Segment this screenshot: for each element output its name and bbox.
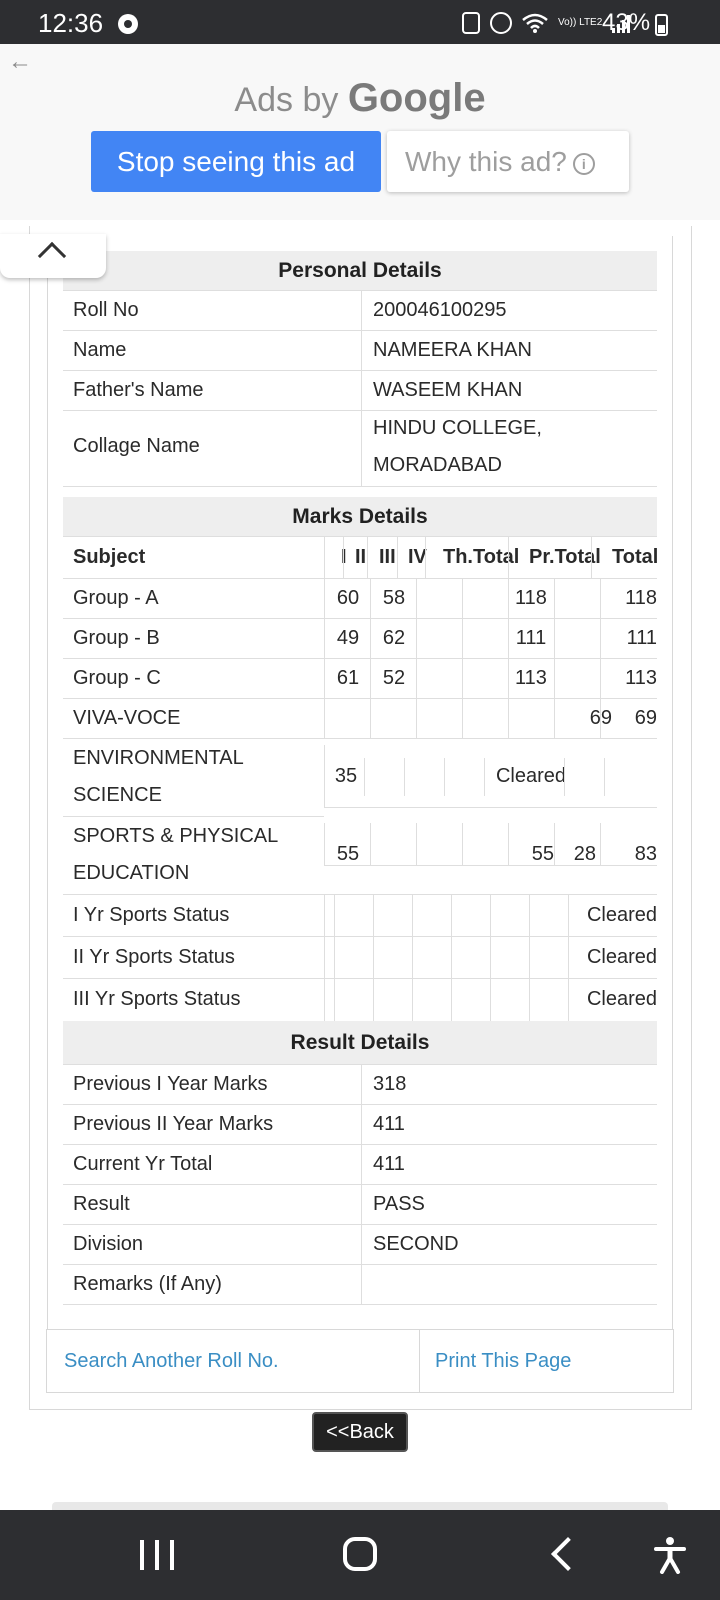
personal-row bbox=[63, 411, 657, 487]
info-icon: i bbox=[573, 153, 595, 175]
mark-i: 35 bbox=[334, 765, 358, 787]
sports-status-value: Cleared bbox=[586, 946, 657, 968]
collapse-ad-tab[interactable] bbox=[0, 234, 106, 278]
print-page-link[interactable]: Print This Page bbox=[435, 1350, 572, 1372]
sports-status-row bbox=[63, 895, 657, 937]
google-logo-text: Google bbox=[347, 76, 486, 120]
back-nav-icon[interactable] bbox=[551, 1537, 585, 1571]
mark-ii: 58 bbox=[382, 587, 406, 609]
row-value: 411 bbox=[373, 1113, 405, 1135]
ads-by-text: Ads by bbox=[234, 81, 339, 119]
mark-pr-total: 28 bbox=[573, 843, 596, 865]
result-row bbox=[63, 1145, 657, 1185]
row-label: Current Yr Total bbox=[73, 1153, 213, 1175]
personal-row bbox=[63, 291, 657, 331]
result-row bbox=[63, 1185, 657, 1225]
alarm-icon bbox=[490, 12, 512, 34]
personal-details-heading: Personal Details bbox=[63, 251, 657, 291]
result-row bbox=[63, 1225, 657, 1265]
col-th-total: Th.Total bbox=[443, 546, 520, 568]
subject-name: Group - C bbox=[73, 667, 161, 689]
row-value: NAMEERA KHAN bbox=[373, 339, 532, 361]
subject-name: Group - A bbox=[73, 587, 159, 609]
sports-status-value: Cleared bbox=[586, 988, 657, 1010]
mark-total: 111 bbox=[626, 627, 657, 649]
navigation-bar bbox=[0, 1510, 720, 1600]
mark-i: 60 bbox=[336, 587, 360, 609]
battery-percent: 43% bbox=[602, 9, 651, 36]
marks-row bbox=[63, 699, 657, 739]
col-pr-total: Pr.Total bbox=[529, 546, 601, 568]
footer-links bbox=[46, 1329, 674, 1393]
result-row bbox=[63, 1105, 657, 1145]
marks-header-row bbox=[63, 537, 657, 579]
stop-seeing-ad-button[interactable]: Stop seeing this ad bbox=[91, 131, 381, 192]
result-value: PASS bbox=[373, 1193, 425, 1215]
mark-th-total: 113 bbox=[515, 667, 547, 689]
subject-name-line2: EDUCATION bbox=[73, 862, 190, 884]
result-details-heading: Result Details bbox=[63, 1021, 657, 1065]
row-label: Name bbox=[73, 339, 127, 361]
sports-status-row bbox=[63, 979, 657, 1021]
row-value: WASEEM KHAN bbox=[373, 379, 523, 401]
row-label: Roll No bbox=[73, 299, 139, 321]
wifi-icon bbox=[522, 13, 548, 33]
row-label: Previous I Year Marks bbox=[73, 1073, 268, 1095]
battery-icon bbox=[655, 14, 668, 36]
col-iv: IV bbox=[408, 546, 427, 568]
marks-row bbox=[63, 739, 657, 817]
subject-name: VIVA-VOCE bbox=[73, 707, 181, 729]
mark-ii: 52 bbox=[382, 667, 406, 689]
sports-status-label: III Yr Sports Status bbox=[73, 988, 241, 1010]
mark-i: 61 bbox=[336, 667, 360, 689]
row-label: Collage Name bbox=[73, 435, 200, 457]
row-label: Division bbox=[73, 1233, 144, 1255]
recycle-icon bbox=[462, 12, 480, 34]
sports-status-row bbox=[63, 937, 657, 979]
mark-th-total: 118 bbox=[515, 587, 547, 609]
mark-ii: 62 bbox=[382, 627, 406, 649]
sports-status-value: Cleared bbox=[586, 904, 657, 926]
marks-row bbox=[63, 579, 657, 619]
personal-row bbox=[63, 331, 657, 371]
bottom-sheet-edge bbox=[52, 1502, 668, 1510]
subject-name-line1: ENVIRONMENTAL bbox=[73, 747, 244, 769]
home-icon[interactable] bbox=[343, 1537, 377, 1571]
row-value: 411 bbox=[373, 1153, 405, 1175]
marks-details-heading: Marks Details bbox=[63, 497, 657, 537]
back-button[interactable]: <<Back bbox=[312, 1412, 408, 1452]
result-row bbox=[63, 1065, 657, 1105]
why-this-ad-label: Why this ad? bbox=[405, 146, 567, 177]
result-row bbox=[63, 1265, 657, 1305]
mark-i: 55 bbox=[336, 843, 360, 865]
mark-total: 69 bbox=[634, 707, 657, 729]
row-value: 318 bbox=[373, 1073, 407, 1095]
chevron-up-icon bbox=[38, 242, 66, 270]
sports-status-label: II Yr Sports Status bbox=[73, 946, 235, 968]
mark-total: 113 bbox=[625, 667, 657, 689]
row-label: Remarks (If Any) bbox=[73, 1273, 222, 1295]
col-ii: II bbox=[355, 546, 367, 568]
subject-name-line1: SPORTS & PHYSICAL bbox=[73, 825, 279, 847]
row-label: Father's Name bbox=[73, 379, 204, 401]
why-this-ad-button[interactable] bbox=[387, 131, 629, 192]
env-status: Cleared bbox=[495, 765, 567, 787]
row-value: 200046100295 bbox=[373, 299, 507, 321]
search-another-roll-link[interactable]: Search Another Roll No. bbox=[64, 1350, 279, 1372]
marks-row bbox=[63, 817, 657, 895]
subject-name: Group - B bbox=[73, 627, 160, 649]
marks-row bbox=[63, 659, 657, 699]
mark-i: 49 bbox=[336, 627, 360, 649]
col-subject: Subject bbox=[73, 546, 146, 568]
mark-th-total: 111 bbox=[515, 627, 547, 649]
mark-pr-total: 69 bbox=[589, 707, 612, 729]
chrome-icon bbox=[118, 14, 138, 34]
col-iii: III bbox=[379, 546, 396, 568]
row-value-line2: MORADABAD bbox=[373, 454, 502, 476]
personal-row bbox=[63, 371, 657, 411]
subject-name-line2: SCIENCE bbox=[73, 784, 162, 806]
mark-total: 118 bbox=[625, 587, 657, 609]
division-value: SECOND bbox=[373, 1233, 459, 1255]
sports-status-label: I Yr Sports Status bbox=[73, 904, 230, 926]
clock: 12:36 bbox=[38, 8, 104, 38]
mark-total: 83 bbox=[634, 843, 657, 865]
arrow-back-icon[interactable]: ← bbox=[8, 48, 32, 75]
lte-indicator: Vo)) LTE2 bbox=[558, 17, 603, 28]
marks-row bbox=[63, 619, 657, 659]
mark-th-total: 55 bbox=[531, 843, 554, 865]
row-value-line1: HINDU COLLEGE, bbox=[373, 417, 542, 439]
row-label: Result bbox=[73, 1193, 130, 1215]
row-label: Previous II Year Marks bbox=[73, 1113, 274, 1135]
ads-by-google-title bbox=[0, 76, 720, 121]
accessibility-icon[interactable] bbox=[654, 1536, 686, 1574]
col-i: I bbox=[341, 546, 347, 568]
col-total: Total bbox=[612, 546, 659, 568]
recent-apps-icon[interactable] bbox=[140, 1540, 174, 1570]
status-bar bbox=[0, 0, 720, 44]
